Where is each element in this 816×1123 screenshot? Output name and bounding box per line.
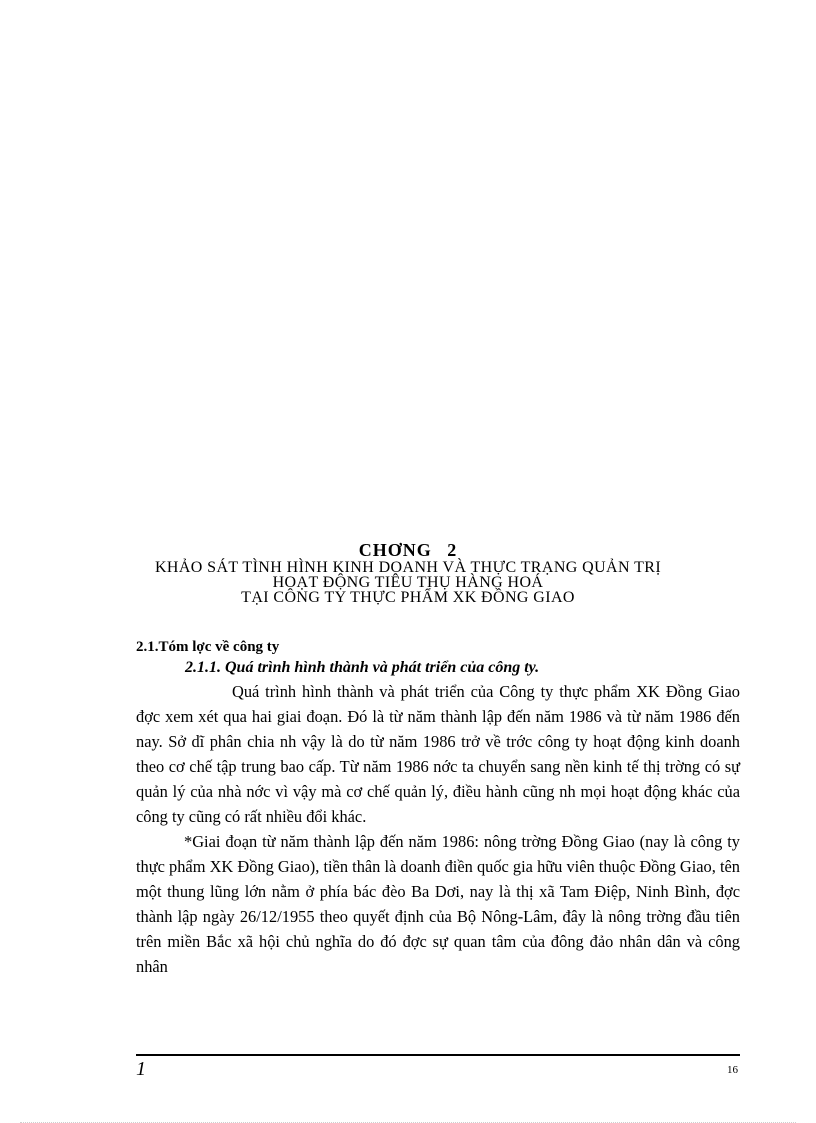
footer-divider: [136, 1054, 740, 1056]
page-number: 16: [727, 1064, 738, 1076]
chapter-header: [0, 540, 816, 605]
chapter-title-line-3: TẠI CÔNG TY THỰC PHẨM XK ĐỒNG GIAO: [241, 589, 575, 606]
chapter-number: CHƠNG 2: [358, 540, 458, 560]
chapter-title-line-2: HOẠT ĐỘNG TIÊU THỤ HÀNG HOÁ: [272, 574, 544, 591]
chapter-title-line-1: KHẢO SÁT TÌNH HÌNH KINH DOANH VÀ THỰC TRẠNG QUẢN TRỊ: [154, 559, 662, 576]
section-heading: 2.1.Tóm lợc về công ty: [136, 639, 280, 655]
subsection-heading: 2.1.1. Quá trình hình thành và phát triển của công ty.: [185, 659, 540, 676]
paragraph-phase-one: *Giai đoạn từ năm thành lập đến năm 1986: nông trờng Đồng Giao (nay là công ty thực phẩm XK Đồng Giao), tiền thân là doanh điền quốc gia hữu viên thuộc Đồng Giao, tên một thung lũng lớn nằm ở phía bác đèo Ba Dơi, nay là thị xã Tam Điệp, Ninh Bình, đợc thành lập ngày 26/12/1955 theo quyết định của Bộ Nông-Lâm, đây là nông trờng đầu tiên trên miền Bắc xã hội chủ nghĩa do đó đợc sự quan tâm của đông đảo nhân dân và công nhân: [136, 832, 740, 976]
footer-left-mark: 1: [136, 1058, 146, 1080]
paragraph-history-intro: Quá trình hình thành và phát triển của Công ty thực phẩm XK Đồng Giao đợc xem xét qua hai giai đoạn. Đó là từ năm thành lập đến năm 1986 và từ năm 1986 đến nay. Sở dĩ phân chia nh vậy là do từ năm 1986 trở về trớc công ty hoạt động kinh doanh theo cơ chế tập trung bao cấp. Từ năm 1986 nớc ta chuyển sang nền kinh tế thị trờng có sự quản lý của nhà nớc vì vậy mà cơ chế quản lý, điều hành cũng nh mọi hoạt động khác của công ty cũng có rất nhiều đổi khác.: [136, 682, 740, 826]
section-body: [136, 637, 740, 979]
